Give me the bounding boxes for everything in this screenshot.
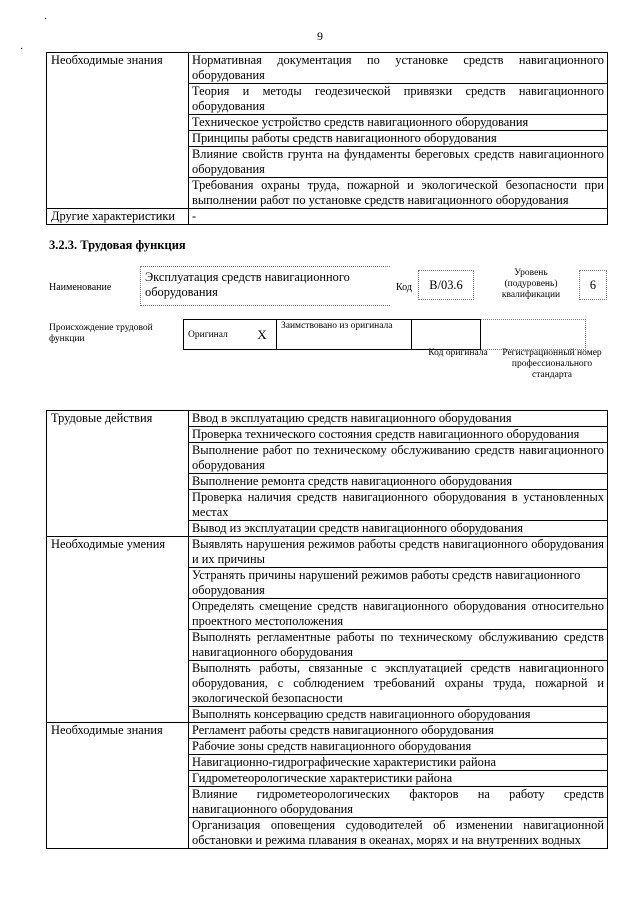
reg-number-cell: [481, 320, 586, 350]
table-cell: Выполнение работ по техническому обслуживанию средств навигационного оборудования: [189, 443, 608, 474]
name-label: Наименование: [49, 282, 112, 293]
original-label: Оригинал: [184, 320, 249, 350]
origin-label: Происхождение трудовой функции: [49, 323, 153, 344]
page-number: 9: [317, 29, 323, 43]
scan-dot: ·: [44, 14, 48, 25]
borrowed-label: Заимствовано из оригинала: [277, 320, 412, 350]
level-value: 6: [579, 270, 607, 300]
table-cell: Навигационно-гидрографические характеристики района: [189, 755, 608, 771]
top-table: [46, 52, 608, 225]
table-cell: Требования охраны труда, пожарной и экологической безопасности при выполнении работ по установке средств навигационного оборудования: [189, 178, 608, 209]
table-cell: Выполнять работы, связанные с эксплуатацией средств навигационного оборудования, с соблюдением требований охраны труда, пожарной и экологической безопасности: [189, 661, 608, 707]
row-label: Другие характеристики: [47, 209, 189, 225]
row-label: Необходимые умения: [47, 537, 189, 723]
code-original-label: Код оригинала: [428, 348, 488, 358]
table-cell: Организация оповещения судоводителей об изменении навигационной обстановки и режима плавания в океанах, морях и на внутренних водных: [189, 818, 608, 849]
code-original-cell: [412, 320, 481, 350]
name-value: Эксплуатация средств навигационного оборудования: [140, 266, 390, 306]
table-row: [47, 723, 608, 739]
table-cell: Регламент работы средств навигационного оборудования: [189, 723, 608, 739]
table-row: [47, 537, 608, 568]
table-cell: Ввод в эксплуатацию средств навигационного оборудования: [189, 411, 608, 427]
row-label: Трудовые действия: [47, 411, 189, 537]
scan-dot: ·: [20, 44, 24, 55]
table-cell: Выполнять регламентные работы по техническому обслуживанию средств навигационного оборудования: [189, 630, 608, 661]
origin-table: [183, 319, 586, 350]
table-cell: Выполнение ремонта средств навигационного оборудования: [189, 474, 608, 490]
code-value: B/03.6: [418, 270, 474, 300]
table-cell: Выявлять нарушения режимов работы средств навигационного оборудования и их причины: [189, 537, 608, 568]
table-cell: Влияние свойств грунта на фундаменты береговых средств навигационного оборудования: [189, 147, 608, 178]
table-row: [47, 53, 608, 84]
table-cell: Теория и методы геодезической привязки средств навигационного оборудования: [189, 84, 608, 115]
table-cell: Рабочие зоны средств навигационного оборудования: [189, 739, 608, 755]
table-cell: Проверка наличия средств навигационного оборудования в установленных местах: [189, 490, 608, 521]
main-table: [46, 410, 608, 849]
table-cell: Принципы работы средств навигационного оборудования: [189, 131, 608, 147]
table-cell: Техническое устройство средств навигационного оборудования: [189, 115, 608, 131]
table-cell: Нормативная документация по установке средств навигационного оборудования: [189, 53, 608, 84]
reg-number-label: Регистрационный номер профессионального стандарта: [502, 348, 602, 380]
table-row: [47, 209, 608, 225]
section-title: 3.2.3. Трудовая функция: [49, 238, 186, 252]
original-mark: X: [248, 320, 277, 350]
table-cell: Проверка технического состояния средств навигационного оборудования: [189, 427, 608, 443]
table-cell: Выполнять консервацию средств навигационного оборудования: [189, 707, 608, 723]
table-cell: Влияние гидрометеорологических факторов на работу средств навигационного оборудования: [189, 787, 608, 818]
table-row: [47, 411, 608, 427]
row-label: Необходимые знания: [47, 723, 189, 849]
table-cell: Гидрометеорологические характеристики района: [189, 771, 608, 787]
table-cell: Устранять причины нарушений режимов работы средств навигационного оборудования: [189, 568, 608, 599]
level-label: Уровень (подуровень) квалификации: [501, 268, 561, 300]
code-label: Код: [396, 282, 412, 293]
table-cell: -: [189, 209, 608, 225]
table-cell: Вывод из эксплуатации средств навигационного оборудования: [189, 521, 608, 537]
table-cell: Определять смещение средств навигационного оборудования относительно проектного местоположения: [189, 599, 608, 630]
row-label: Необходимые знания: [47, 53, 189, 209]
